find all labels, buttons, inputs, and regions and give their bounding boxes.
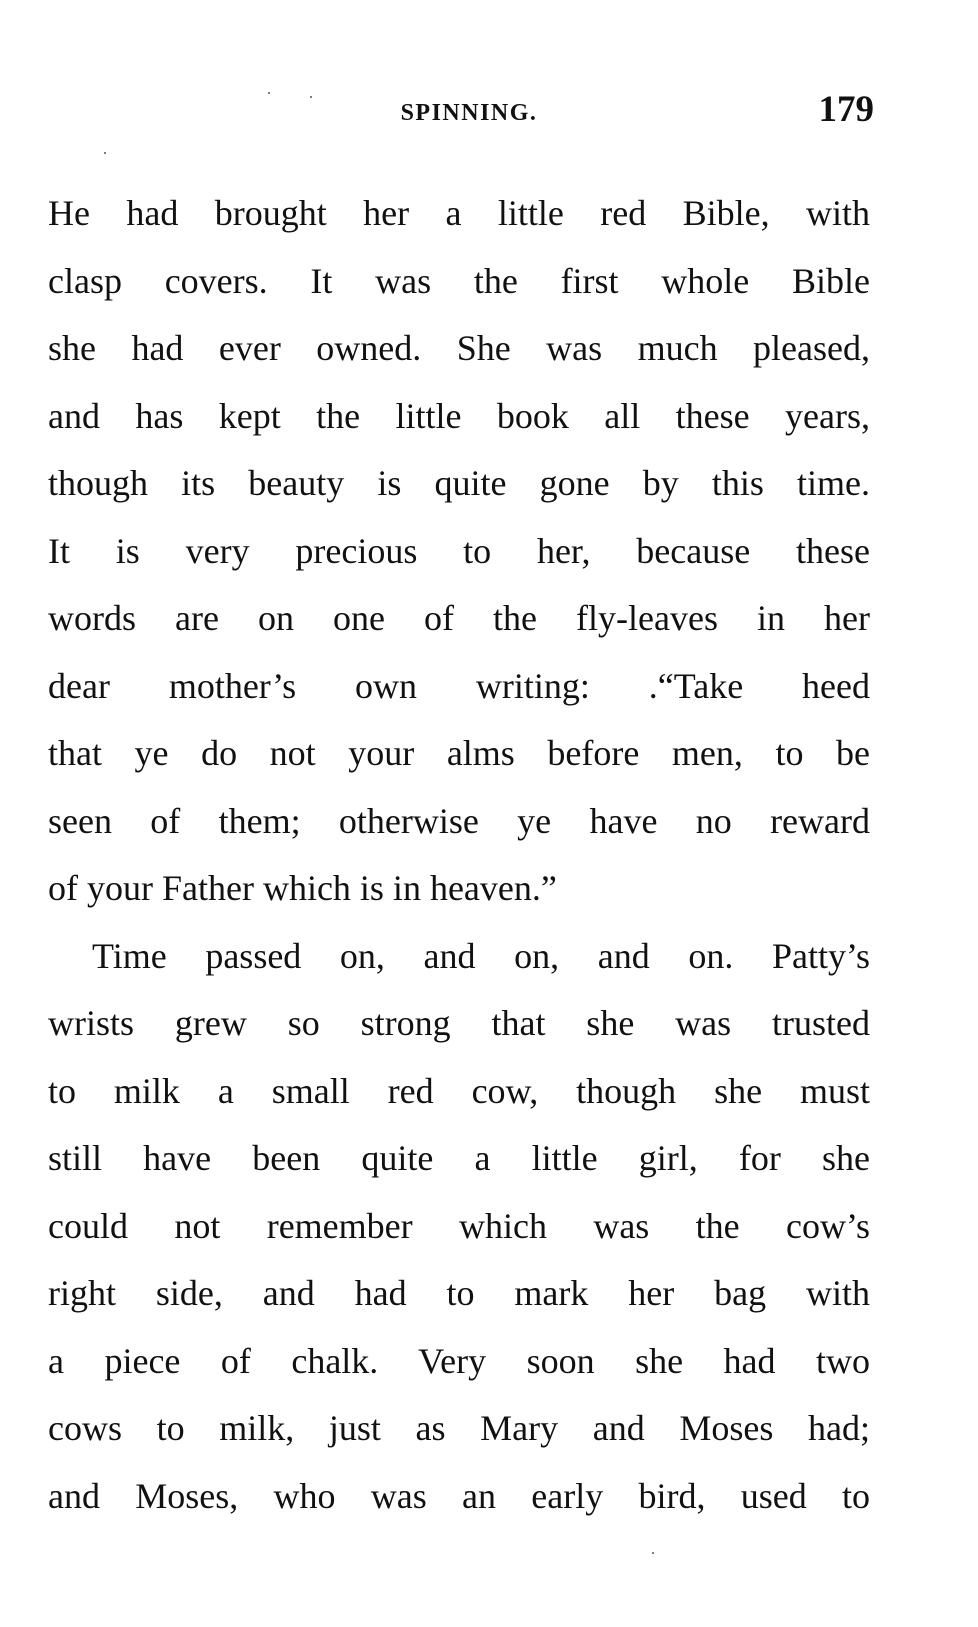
running-title: SPINNING.: [400, 100, 538, 126]
text-line: Time passed on, and on, and on. Patty’s: [92, 935, 870, 976]
text-line: words are on one of the fly-leaves in her: [48, 598, 870, 638]
text-line: to milk a small red cow, though she must: [48, 1070, 870, 1111]
text-line: seen of them; otherwise ye have no reward: [48, 800, 870, 841]
text-line: It is very precious to her, because these: [48, 530, 870, 571]
print-speck: [652, 1552, 654, 1554]
page-number: 179: [818, 89, 874, 130]
text-line: of your Father which is in heaven.”: [48, 868, 557, 908]
text-line: could not remember which was the cow’s: [48, 1205, 870, 1246]
body-text: [48, 180, 870, 1530]
paragraph-1: [48, 180, 870, 923]
text-line: dear mother’s own writing: .“Take heed: [48, 665, 870, 706]
text-line: and has kept the little book all these years,: [48, 395, 870, 436]
running-head: [48, 88, 874, 138]
text-line: cows to milk, just as Mary and Moses had;: [48, 1408, 870, 1448]
text-line: though its beauty is quite gone by this time.: [48, 463, 870, 503]
text-line: He had brought her a little red Bible, with: [48, 193, 870, 233]
paragraph-2: [48, 923, 870, 1531]
text-line: wrists grew so strong that she was trusted: [48, 1003, 870, 1043]
text-line: right side, and had to mark her bag with: [48, 1273, 870, 1313]
text-line: she had ever owned. She was much pleased,: [48, 328, 870, 368]
print-speck: [104, 152, 106, 154]
text-line: a piece of chalk. Very soon she had two: [48, 1340, 870, 1381]
text-line: and Moses, who was an early bird, used to: [48, 1475, 870, 1516]
text-line: that ye do not your alms before men, to be: [48, 733, 870, 773]
text-line: clasp covers. It was the first whole Bible: [48, 260, 870, 301]
text-line: still have been quite a little girl, for she: [48, 1138, 870, 1178]
